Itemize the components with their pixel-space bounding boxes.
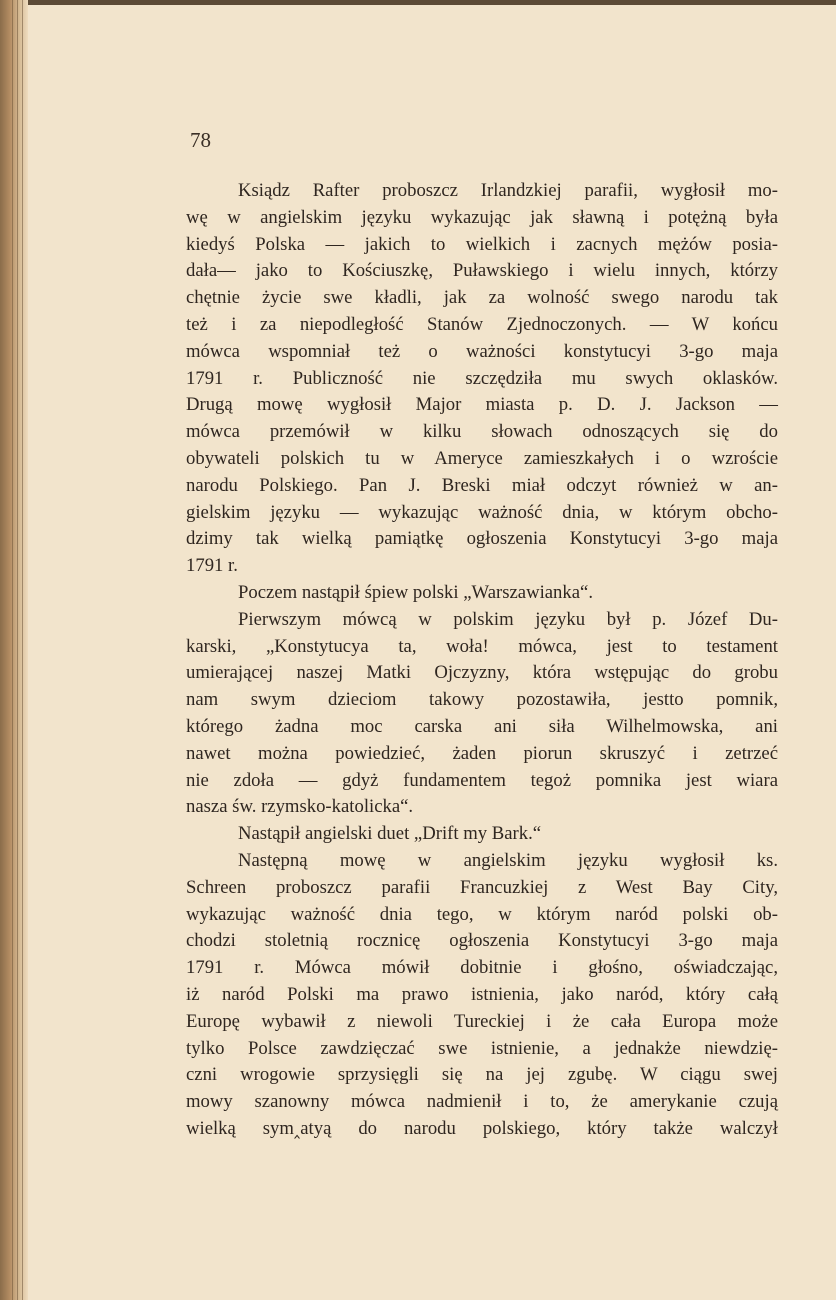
body-text	[186, 178, 778, 1143]
text-line: czni wrogowie sprzysięgli się na jej zgubę. W ciągu swej	[186, 1064, 778, 1086]
text-line: dała— jako to Kościuszkę, Puławskiego i wielu innych, którzy	[186, 260, 778, 282]
text-line: tylko Polsce zawdzięczać swe istnienie, a jednakże niewdzię-	[186, 1037, 778, 1059]
text-line: Poczem nastąpił śpiew polski „Warszawianka“.	[238, 581, 593, 603]
page-top-shadow	[0, 0, 836, 5]
text-line: wykazując ważność dnia tego, w którym naród polski ob-	[186, 903, 778, 925]
text-line: iż naród Polski ma prawo istnienia, jako naród, który całą	[186, 983, 778, 1005]
text-line: Europę wybawił z niewoli Tureckiej i że cała Europa może	[186, 1010, 778, 1032]
text-line: Drugą mowę wygłosił Major miasta p. D. J. Jackson —	[186, 394, 778, 416]
text-line: chodzi stoletnią rocznicę ogłoszenia Konstytucyi 3-go maja	[186, 930, 778, 952]
spine-edge-line	[17, 0, 18, 1300]
text-line: karski, „Konstytucya ta, woła! mówca, jest to testament	[186, 635, 778, 657]
text-line: obywateli polskich tu w Ameryce zamieszkałych i o wzroście	[186, 447, 778, 469]
text-line: Pierwszym mówcą w polskim języku był p. Józef Du-	[238, 608, 778, 630]
text-line: mówca wspomniał też o ważności konstytucyi 3-go maja	[186, 340, 778, 362]
text-line: 1791 r. Publiczność nie szczędziła mu swych oklasków.	[186, 367, 778, 389]
text-line: narodu Polskiego. Pan J. Breski miał odczyt również w an-	[186, 474, 778, 496]
text-line: Następną mowę w angielskim języku wygłosił ks.	[238, 849, 778, 871]
spine-edge-line	[22, 0, 23, 1300]
text-line: mówca przemówił w kilku słowach odnoszących się do	[186, 421, 778, 443]
text-line: umierającej naszej Matki Ojczyzny, która wstępując do grobu	[186, 662, 778, 684]
text-line: dzimy tak wielką pamiątkę ogłoszenia Konstytucyi 3-go maja	[186, 528, 778, 550]
text-line: Ksiądz Rafter proboszcz Irlandzkiej parafii, wygłosił mo-	[238, 180, 778, 201]
text-line: 1791 r. Mówca mówił dobitnie i głośno, oświadczając,	[186, 957, 778, 979]
book-spine	[0, 0, 28, 1300]
spine-edge-line	[12, 0, 13, 1300]
page-number: 78	[190, 128, 211, 152]
text-line: Schreen proboszcz parafii Francuzkiej z West Bay City,	[186, 876, 778, 898]
text-line: nawet można powiedzieć, żaden piorun skruszyć i zetrzeć	[186, 742, 778, 764]
text-line: chętnie życie swe kładli, jak za wolność swego narodu tak	[186, 287, 778, 309]
text-line: też i za niepodległość Stanów Zjednoczonych. — W końcu	[186, 313, 778, 335]
text-line: mowy szanowny mówca nadmienił i to, że amerykanie czują	[186, 1091, 778, 1113]
text-line: Nastąpił angielski duet „Drift my Bark.“	[238, 823, 542, 845]
text-line: nam swym dzieciom takowy pozostawiła, jestto pomnik,	[186, 689, 778, 711]
text-line: nie zdoła — gdyż fundamentem tegoż pomnika jest wiara	[186, 769, 778, 791]
text-line: nasza św. rzymsko-katolicka“.	[186, 796, 414, 818]
text-line: kiedyś Polska — jakich to wielkich i zacnych mężów posia-	[186, 233, 778, 255]
text-line: gielskim języku — wykazując ważność dnia, w którym obcho-	[186, 501, 778, 523]
text-line: wę w angielskim języku wykazując jak sławną i potężną była	[186, 206, 778, 228]
text-line: 1791 r.	[186, 555, 238, 577]
text-line: którego żadna moc carska ani siła Wilhelmowska, ani	[186, 715, 778, 737]
text-line: wielką sym‸atyą do narodu polskiego, który także walczył	[186, 1117, 778, 1139]
